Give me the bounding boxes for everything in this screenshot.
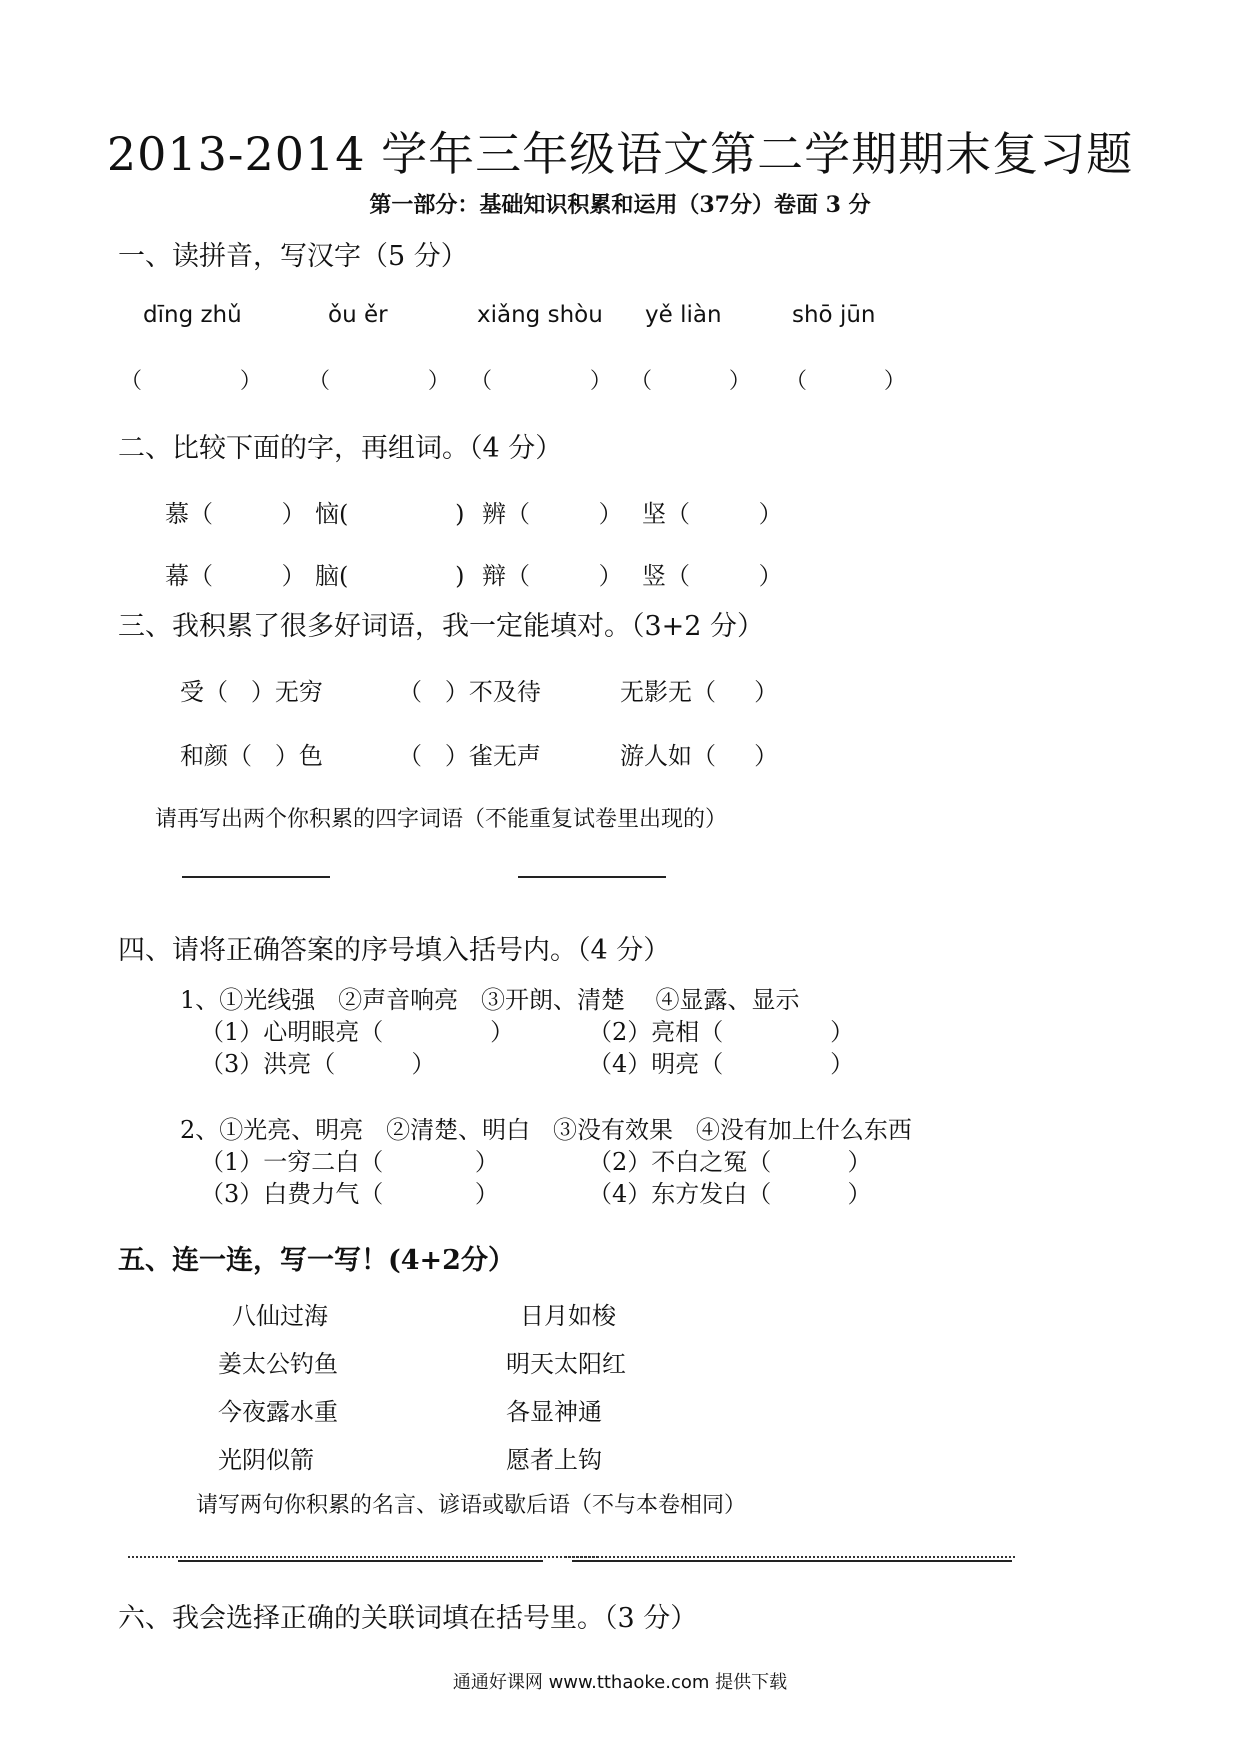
q1-pinyin-4: yě liàn	[645, 302, 722, 328]
q2-heading: 二、比较下面的字，再组词。（4 分）	[118, 433, 563, 464]
footer-credit: 通通好课网 www.tthaoke.com 提供下载	[452, 1672, 788, 1693]
q6-heading: 六、我会选择正确的关联词填在括号里。（3 分）	[118, 1603, 698, 1634]
q5-left-item-4[interactable]: 光阴似箭	[218, 1446, 314, 1474]
q5-right-item-1[interactable]: 日月如梭	[520, 1302, 616, 1330]
q4-group1-options: 1、①光线强 ②声音响亮 ③开朗、清楚 ④显露、显示	[180, 986, 800, 1014]
q2-row2-item-1[interactable]: 幕（ ）	[165, 562, 306, 590]
q4-group1-item-2[interactable]: （2）亮相（ ）	[588, 1018, 855, 1046]
q3-row2-item-1[interactable]: 和颜（ ）色	[180, 742, 323, 770]
q4-group2-item-4[interactable]: （4）东方发白（ ）	[588, 1180, 872, 1208]
q4-heading: 四、请将正确答案的序号填入括号内。（4 分）	[118, 935, 671, 966]
q3-answer-line-1[interactable]	[182, 876, 330, 878]
q1-pinyin-3: xiǎng shòu	[477, 302, 603, 328]
q5-right-item-2[interactable]: 明天太阳红	[506, 1350, 626, 1378]
q1-pinyin-5: shō jūn	[792, 302, 876, 328]
q4-group2-item-3[interactable]: （3）白费力气（ ）	[200, 1180, 499, 1208]
q4-group1-item-1[interactable]: （1）心明眼亮（ ）	[200, 1018, 515, 1046]
q3-answer-line-2[interactable]	[518, 876, 666, 878]
q1-blank-4[interactable]: （ ）	[630, 369, 751, 394]
q1-blank-1[interactable]: （ ）	[120, 369, 262, 394]
q5-answer-line-2-dots	[565, 1556, 1015, 1558]
q2-row1-item-2[interactable]: 恼( )	[315, 500, 465, 528]
q5-answer-line-1[interactable]	[178, 1560, 543, 1562]
q2-row2-item-4[interactable]: 竖（ ）	[642, 562, 783, 590]
q5-right-item-4[interactable]: 愿者上钩	[506, 1446, 602, 1474]
q1-blank-2[interactable]: （ ）	[308, 369, 450, 394]
q3-row2-item-2[interactable]: （ ）雀无声	[398, 742, 541, 770]
q1-blank-5[interactable]: （ ）	[785, 369, 906, 394]
q5-left-item-3[interactable]: 今夜露水重	[218, 1398, 338, 1426]
q5-answer-line-1-dots	[128, 1556, 598, 1558]
q5-left-item-1[interactable]: 八仙过海	[232, 1302, 328, 1330]
q3-row2-item-3[interactable]: 游人如（ ）	[620, 742, 779, 770]
q4-group2-item-1[interactable]: （1）一穷二白（ ）	[200, 1148, 499, 1176]
q3-row1-item-3[interactable]: 无影无（ ）	[620, 678, 779, 706]
q1-heading: 一、读拼音，写汉字（5 分）	[118, 241, 468, 272]
q1-blank-3[interactable]: （ ）	[470, 369, 612, 394]
q3-prompt: 请再写出两个你积累的四字词语（不能重复试卷里出现的）	[155, 807, 728, 832]
q5-right-item-3[interactable]: 各显神通	[506, 1398, 602, 1426]
part-subtitle: 第一部分：基础知识积累和运用（37分）卷面 3 分	[369, 192, 871, 218]
q1-pinyin-1: dīng zhǔ	[143, 302, 242, 328]
q1-pinyin-2: ǒu ěr	[328, 302, 388, 328]
q2-row1-item-4[interactable]: 坚（ ）	[642, 500, 783, 528]
q4-group1-item-3[interactable]: （3）洪亮（ ）	[200, 1050, 436, 1078]
q4-group1-item-4[interactable]: （4）明亮（ ）	[588, 1050, 855, 1078]
q4-group2-item-2[interactable]: （2）不白之冤（ ）	[588, 1148, 872, 1176]
q2-row1-item-1[interactable]: 慕（ ）	[165, 500, 306, 528]
q2-row2-item-2[interactable]: 脑( )	[315, 562, 465, 590]
q5-heading: 五、连一连，写一写！(4+2分）	[118, 1245, 515, 1276]
q5-left-item-2[interactable]: 姜太公钓鱼	[218, 1350, 338, 1378]
q5-prompt: 请写两句你积累的名言、谚语或歇后语（不与本卷相同）	[196, 1493, 747, 1518]
q3-heading: 三、我积累了很多好词语，我一定能填对。（3+2 分）	[118, 611, 765, 642]
page-title: 2013-2014 学年三年级语文第二学期期末复习题	[106, 127, 1134, 181]
q5-answer-line-2[interactable]	[572, 1560, 1012, 1562]
q4-group2-options: 2、①光亮、明亮 ②清楚、明白 ③没有效果 ④没有加上什么东西	[180, 1116, 912, 1144]
q2-row1-item-3[interactable]: 辨（ ）	[482, 500, 623, 528]
q3-row1-item-1[interactable]: 受（ ）无穷	[180, 678, 323, 706]
q3-row1-item-2[interactable]: （ ）不及待	[398, 678, 541, 706]
q2-row2-item-3[interactable]: 辩（ ）	[482, 562, 623, 590]
